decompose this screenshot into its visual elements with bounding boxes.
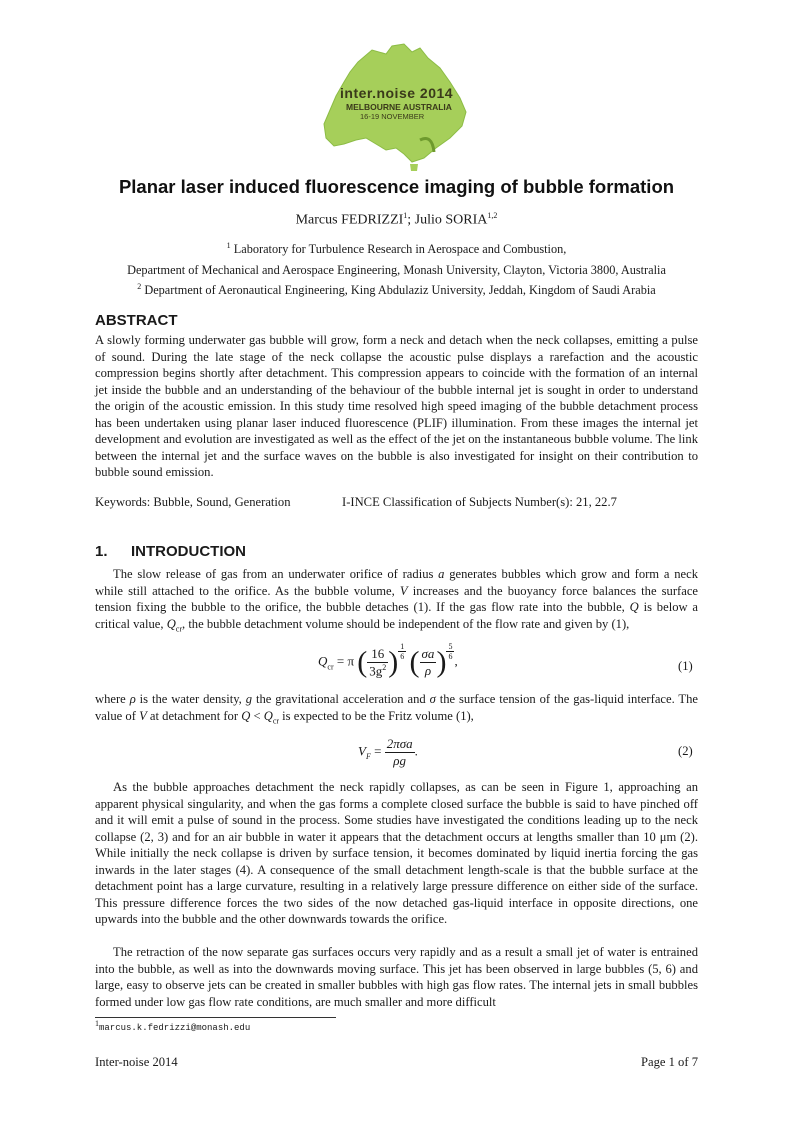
eq-symbol: Q	[318, 653, 328, 669]
exponent	[398, 642, 406, 661]
footnote-number: 1	[95, 1019, 99, 1028]
symbol: σ	[429, 692, 436, 706]
author-name: Marcus FEDRIZZI	[295, 212, 404, 228]
author-name: Julio SORIA	[414, 212, 488, 228]
symbol: Q	[241, 708, 251, 723]
symbol: V	[139, 708, 147, 723]
equation-1: $Q_{cr} = \pi$ ( $\frac{16}{3g^2}$ ) $\frac{1}{6}$ ( $\frac{\sigma a}{\rho}$ ) $\frac{5}{6}$ ,	[318, 642, 458, 679]
text-run: , the bubble detachment volume should be independent of the flow rate and given by (1),	[182, 616, 630, 631]
eq-subscript: cr	[327, 662, 334, 672]
affiliation-number: 1	[226, 241, 231, 250]
exponent-den: 6	[448, 652, 453, 661]
intro-paragraph-1	[95, 566, 698, 638]
exponent-den: 6	[400, 652, 405, 661]
superscript: 2	[382, 663, 387, 672]
intro-paragraph-4: The retraction of the now separate gas surfaces occurs very rapidly and as a result a small jet of water is entrained into the bubble, as well as into the downwards moving surface. This jet has been observed in large bubbles (5, 6) and large, easy to observe jets can be created in smaller bubbles with high gas flow rates. The internal jets in small bubbles formed under low gas flow rate conditions, are much smaller and more difficult	[95, 945, 698, 1009]
equation-1-label: (1)	[678, 659, 693, 673]
intro-paragraph-3: As the bubble approaches detachment the neck rapidly collapses, as can be seen in Figure 1, approaching an apparent physical singularity, and when the gas forms a complete closed surface the bubble is said to have pinched off and it will emit a pulse of sound in the process. Some studies have investigated the conditions leading up to the neck collapse (2, 3) and for an air bubble in water it appears that the detachment occurs at lengths smaller than 10 μm (2). While initially the neck collapse is driven by surface tension, it becomes dominated by liquid inertia forcing the gas inwards in the later stages (4). A consequence of the small detachment length-scale is that the bubble surface at the detachment point has a large curvature, resulting in a relatively large pressure difference on either side of the surface. This pressure difference forces the two sides of the now detached gas-liquid interface in opposite directions, one upwards into the bubble and the other downwards towards the orifice.	[95, 780, 698, 926]
operator: <	[250, 708, 264, 723]
footer-page-number: Page 1 of 7	[640, 1055, 698, 1069]
keywords: Keywords: Bubble, Sound, Generation	[95, 495, 291, 509]
symbol: Q	[629, 600, 639, 614]
exponent-num: 5	[448, 642, 453, 651]
footnote-rule	[95, 1017, 336, 1018]
text-run: The slow release of gas from an underwater orifice of radius	[113, 567, 439, 581]
numerator: 2πσa	[386, 736, 413, 751]
fraction	[420, 646, 437, 679]
footer-left: Inter-noise 2014	[95, 1055, 178, 1069]
subscript: cr	[272, 716, 280, 726]
text-run: generates bubbles which grow and form a neck while still attached to the orifice. As the bubble volume,	[95, 567, 699, 598]
text-run: the surface tension of the gas-liquid interface. The value of	[95, 692, 698, 723]
denominator: 3g	[369, 663, 383, 679]
footnote-email: marcus.k.fedrizzi@monash.edu	[99, 1023, 251, 1033]
affiliation-1	[60, 241, 733, 257]
fraction	[367, 646, 388, 679]
abstract-heading: ABSTRACT	[95, 312, 178, 329]
denominator: ρ	[424, 663, 432, 679]
paper-title: Planar laser induced fluorescence imaging of bubble formation	[118, 176, 675, 197]
affiliation-line: Laboratory for Turbulence Research in Aerospace and Combustion,	[233, 242, 567, 257]
text-run: increases and the buoyancy force balances the surface tension fixing the bubble to the orifice, the bubble detaches (1). If the gas flow rate into the bubble,	[95, 583, 699, 614]
exponent-num: 1	[400, 642, 405, 651]
text-run: where	[95, 692, 130, 706]
author-affiliation-mark: 1	[403, 211, 408, 220]
text-run: is expected to be the Fritz volume (1),	[279, 708, 474, 723]
affiliation-1-dept: Department of Mechanical and Aerospace Engineering, Monash University, Clayton, Victoria 3800, Australia	[127, 263, 666, 277]
author-affiliation-mark: 1,2	[487, 211, 498, 220]
section-heading: INTRODUCTION	[131, 543, 246, 560]
logo-title: inter.noise 2014	[340, 85, 454, 101]
logo-city: MELBOURNE AUSTRALIA	[346, 102, 452, 112]
eq-punct: .	[414, 743, 418, 759]
affiliation-line: Department of Aeronautical Engineering, King Abdulaziz University, Jeddah, Kingdom of Saudi Arabia	[144, 283, 656, 298]
affiliation-2	[60, 282, 733, 298]
symbol: g	[245, 692, 253, 706]
symbol: ρ	[129, 692, 136, 706]
author-line	[60, 211, 733, 229]
numerator: σa	[421, 646, 435, 662]
intro-paragraph-2	[95, 691, 698, 730]
symbol: Q	[263, 708, 273, 723]
subscript: cr	[175, 624, 183, 634]
text-run: at detachment for	[146, 708, 242, 723]
eq-operator: =	[374, 743, 382, 759]
symbol: V	[399, 583, 408, 598]
abstract-text: A slowly forming underwater gas bubble will grow, form a neck and detach when the neck collapses, emitting a pulse of sound. During the late stage of the neck collapse the acoustic pulse displays a rarefaction and the acoustic compression begins shortly after detachment. This compression appears to coincide with the formation of an internal jet inside the bubble and an understanding of the behaviour of the bubble internal jet is sought in order to understand the origin of the acoustic emission. In this study time resolved high speed imaging of the bubble detachment process has been undertaken using planar laser induced fluorescence (PLIF) illumination. From these images the internal jet development and evolution are investigated as well as the effect of the jet on the instantaneous bubble volume. The link between the internal jet and the surface waves on the bubble is also investigated for insight on their contribution to bubble sound emission.	[95, 333, 698, 479]
text-run: the gravitational acceleration and	[252, 692, 430, 706]
footnote	[95, 1019, 250, 1033]
author-separator: ;	[407, 212, 412, 228]
symbol: Q	[166, 616, 176, 631]
conference-logo	[300, 40, 490, 172]
equation-2-label: (2)	[678, 744, 693, 758]
eq-operator: = π	[336, 653, 355, 669]
eq-symbol: V	[358, 743, 366, 759]
section-number: 1.	[95, 543, 108, 560]
logo-dates: 16-19 NOVEMBER	[360, 112, 425, 121]
symbol: a	[438, 567, 445, 581]
numerator: 16	[367, 646, 388, 663]
equation-2	[358, 736, 418, 769]
affiliation-number: 2	[137, 282, 142, 291]
text-run: is below a critical value,	[95, 600, 698, 631]
ince-classification: I-INCE Classification of Subjects Number(s): 21, 22.7	[342, 495, 617, 509]
fraction	[385, 736, 415, 769]
denominator: ρg	[393, 753, 407, 768]
eq-punct: ,	[454, 653, 458, 669]
text-run: is the water density,	[135, 692, 246, 706]
eq-subscript: F	[365, 752, 371, 762]
